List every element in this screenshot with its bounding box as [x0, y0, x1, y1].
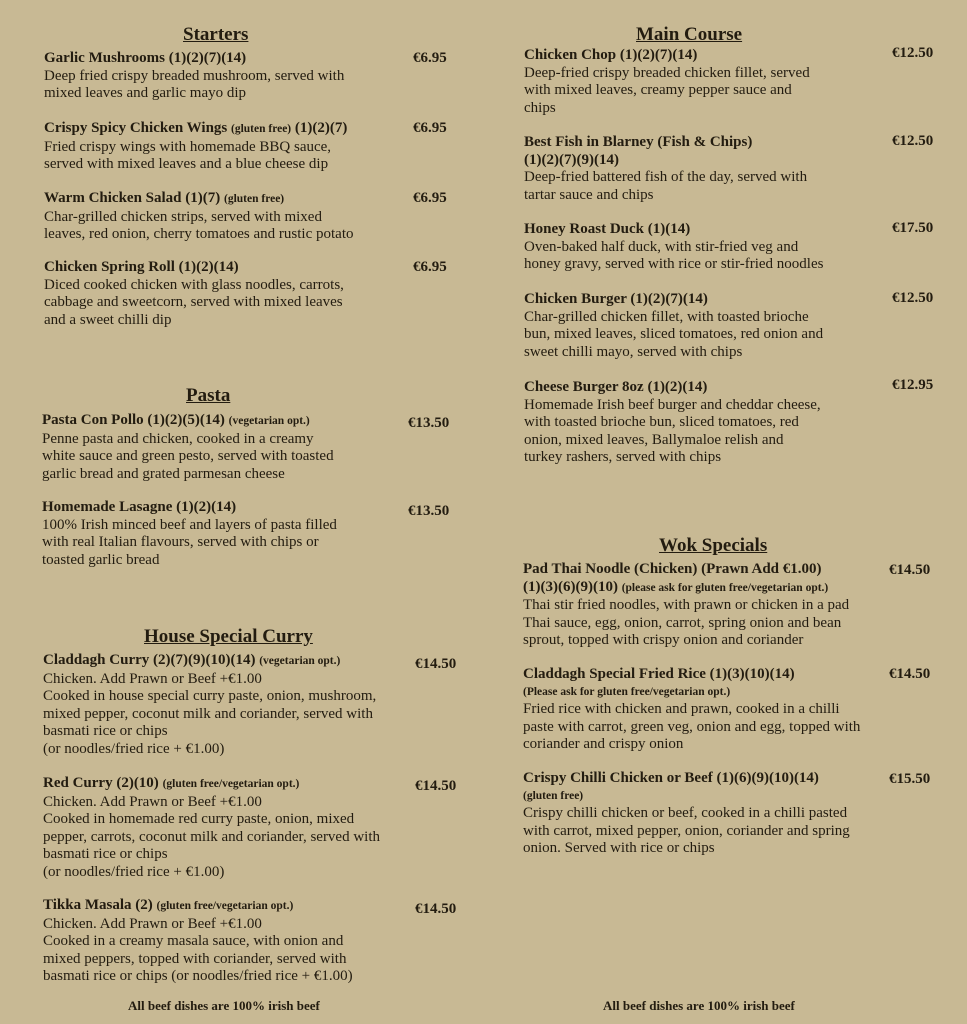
menu-item-tikka-masala [43, 897, 353, 986]
item-description-line: Char-grilled chicken strips, served with mixed [44, 208, 322, 225]
menu-item-fish-and-chips [524, 134, 807, 204]
item-description-line: turkey rashers, served with chips [524, 449, 722, 465]
item-price: €6.95 [413, 259, 447, 275]
item-description-line: with carrot, mixed pepper, onion, coriander and spring [523, 822, 850, 839]
item-description-line: Deep fried crispy breaded mushroom, served with [44, 67, 345, 84]
item-price: €6.95 [413, 120, 447, 136]
main-course-heading: Main Course [636, 24, 743, 45]
item-description-line: sprout, topped with crispy onion and coriander [523, 632, 804, 648]
menu-item-chicken-wings [44, 120, 347, 174]
item-description-line: Penne pasta and chicken, cooked in a creamy [42, 430, 314, 447]
menu-item-homemade-lasagne [42, 499, 337, 569]
item-description-line: served with mixed leaves and a blue cheese dip [44, 156, 329, 172]
pasta-heading: Pasta [186, 385, 231, 406]
menu-item-cheese-burger [524, 379, 821, 467]
item-description-line: coriander and crispy onion [523, 736, 684, 752]
item-name: Claddagh Special Fried Rice (1)(3)(10)(14) [523, 666, 795, 682]
curry-heading: House Special Curry [144, 626, 313, 647]
item-name: Best Fish in Blarney (Fish & Chips) [524, 134, 753, 150]
item-description-line: Cooked in homemade red curry paste, onion, mixed [43, 811, 355, 827]
item-description-line: toasted garlic bread [42, 551, 160, 568]
item-description-line: chips [524, 99, 556, 116]
item-description-line: Char-grilled chicken fillet, with toasted brioche [524, 308, 809, 325]
item-description-line: garlic bread and grated parmesan cheese [42, 465, 285, 482]
menu-item-chicken-chop [524, 47, 810, 117]
item-price: €14.50 [889, 562, 931, 578]
item-description-line: Chicken. Add Prawn or Beef +€1.00 [43, 670, 262, 687]
item-description-line: Fried crispy wings with homemade BBQ sauce, [44, 138, 332, 155]
menu-item-red-curry [43, 775, 380, 881]
item-description-line: with mixed leaves, creamy pepper sauce and [524, 82, 792, 98]
item-name: Crispy Spicy Chicken Wings (gluten free) (1)(2)(7) [44, 120, 348, 136]
item-allergens: (1)(3)(6)(9)(10) (please ask for gluten free/vegetarian opt.) [523, 578, 829, 595]
item-description-line: basmati rice or chips [43, 723, 168, 739]
menu-item-claddagh-curry [43, 652, 376, 758]
item-description-line: (or noodles/fried rice + €1.00) [43, 740, 225, 757]
item-description-line: mixed pepper, coconut milk and coriander, served with [43, 705, 373, 722]
item-description-line: bun, mixed leaves, sliced tomatoes, red onion and [524, 326, 824, 342]
item-description-line: Chicken. Add Prawn or Beef +€1.00 [43, 915, 262, 932]
item-description-line: Thai stir fried noodles, with prawn or chicken in a pad [523, 597, 850, 613]
item-description-line: 100% Irish minced beef and layers of pasta filled [42, 516, 337, 533]
footer-note-right: All beef dishes are 100% irish beef [603, 998, 795, 1013]
footer-note-left: All beef dishes are 100% irish beef [128, 998, 320, 1013]
item-name: Honey Roast Duck (1)(14) [524, 221, 691, 237]
item-description-line: leaves, red onion, cherry tomatoes and rustic potato [44, 226, 354, 242]
wok-specials-heading: Wok Specials [659, 535, 768, 556]
item-description-line: cabbage and sweetcorn, served with mixed leaves [44, 294, 343, 310]
item-name: Garlic Mushrooms (1)(2)(7)(14) [44, 50, 247, 66]
item-description-line: Fried rice with chicken and prawn, cooked in a chilli [523, 701, 840, 717]
item-description-line: (or noodles/fried rice + €1.00) [43, 863, 225, 880]
item-description-line: Homemade Irish beef burger and cheddar cheese, [524, 396, 821, 413]
item-name: Warm Chicken Salad (1)(7) (gluten free) [44, 190, 285, 206]
item-name: Chicken Spring Roll (1)(2)(14) [44, 259, 239, 275]
item-price: €12.95 [892, 377, 934, 393]
item-description-line: basmati rice or chips [43, 846, 168, 862]
item-dietary-note: (gluten free) [523, 789, 584, 802]
item-price: €14.50 [415, 901, 457, 917]
item-price: €14.50 [889, 666, 931, 682]
starters-heading: Starters [183, 24, 249, 45]
item-description-line: Chicken. Add Prawn or Beef +€1.00 [43, 793, 262, 810]
item-name: Tikka Masala (2) (gluten free/vegetarian opt.) [43, 897, 294, 913]
item-price: €12.50 [892, 45, 934, 61]
item-price: €12.50 [892, 290, 934, 306]
item-price: €15.50 [889, 771, 931, 787]
item-description-line: Thai sauce, egg, onion, carrot, spring onion and bean [523, 614, 842, 631]
item-price: €17.50 [892, 220, 934, 236]
item-name: Crispy Chilli Chicken or Beef (1)(6)(9)(10)(14) [523, 770, 819, 786]
item-description-line: white sauce and green pesto, served with toasted [42, 448, 334, 464]
item-description-line: and a sweet chilli dip [44, 311, 172, 328]
item-description-line: pepper, carrots, coconut milk and coriander, served with [43, 828, 381, 845]
item-price: €14.50 [415, 778, 457, 794]
menu-item-garlic-mushrooms [44, 50, 344, 103]
menu-item-special-fried-rice [523, 666, 860, 754]
item-description-line: onion. Served with rice or chips [523, 840, 715, 856]
item-name: Claddagh Curry (2)(7)(9)(10)(14) (vegetarian opt.) [43, 652, 341, 668]
item-description-line: mixed leaves and garlic mayo dip [44, 85, 247, 101]
item-name: Red Curry (2)(10) (gluten free/vegetarian opt.) [43, 775, 300, 791]
item-description-line: Diced cooked chicken with glass noodles, carrots, [44, 276, 344, 293]
item-price: €13.50 [408, 503, 450, 519]
menu-item-chicken-spring-roll [44, 259, 344, 329]
item-name: Chicken Chop (1)(2)(7)(14) [524, 47, 698, 63]
item-price: €14.50 [415, 656, 457, 672]
item-price: €6.95 [413, 50, 447, 66]
item-description-line: Cooked in house special curry paste, onion, mushroom, [43, 688, 377, 704]
item-description-line: Deep-fried crispy breaded chicken fillet, served [524, 64, 810, 81]
item-name: Cheese Burger 8oz (1)(2)(14) [524, 379, 708, 395]
item-price: €13.50 [408, 415, 450, 431]
menu-item-pasta-con-pollo [42, 412, 334, 483]
item-name: Chicken Burger (1)(2)(7)(14) [524, 291, 708, 307]
menu-item-chicken-burger [524, 291, 823, 361]
item-dietary-note: (Please ask for gluten free/vegetarian opt.) [523, 685, 731, 698]
item-name: Homemade Lasagne (1)(2)(14) [42, 499, 237, 515]
item-description-line: tartar sauce and chips [524, 186, 654, 203]
menu-item-honey-roast-duck [524, 221, 823, 274]
item-description-line: with toasted brioche bun, sliced tomatoes, red [524, 414, 799, 430]
item-price: €6.95 [413, 190, 447, 206]
item-description-line: with real Italian flavours, served with chips or [42, 534, 319, 550]
item-name: Pad Thai Noodle (Chicken) (Prawn Add €1.00) [523, 561, 822, 577]
item-name: Pasta Con Pollo (1)(2)(5)(14) (vegetarian opt.) [42, 412, 310, 428]
item-description-line: mixed peppers, topped with coriander, served with [43, 950, 347, 967]
item-description-line: onion, mixed leaves, Ballymaloe relish and [524, 431, 784, 448]
menu-item-warm-chicken-salad [44, 190, 354, 244]
menu-item-pad-thai [523, 561, 849, 650]
item-description-line: Deep-fried battered fish of the day, served with [524, 169, 808, 185]
menu-item-crispy-chilli [523, 770, 850, 858]
item-price: €12.50 [892, 133, 934, 149]
item-description-line: paste with carrot, green veg, onion and egg, topped with [523, 718, 861, 735]
item-description-line: Oven-baked half duck, with stir-fried veg and [524, 238, 799, 255]
item-allergens: (1)(2)(7)(9)(14) [524, 151, 619, 168]
item-description-line: Cooked in a creamy masala sauce, with onion and [43, 933, 344, 949]
item-description-line: basmati rice or chips (or noodles/fried rice + €1.00) [43, 968, 353, 984]
item-description-line: honey gravy, served with rice or stir-fried noodles [524, 256, 824, 272]
item-description-line: Crispy chilli chicken or beef, cooked in a chilli pasted [523, 805, 848, 821]
item-description-line: sweet chilli mayo, served with chips [524, 343, 743, 360]
